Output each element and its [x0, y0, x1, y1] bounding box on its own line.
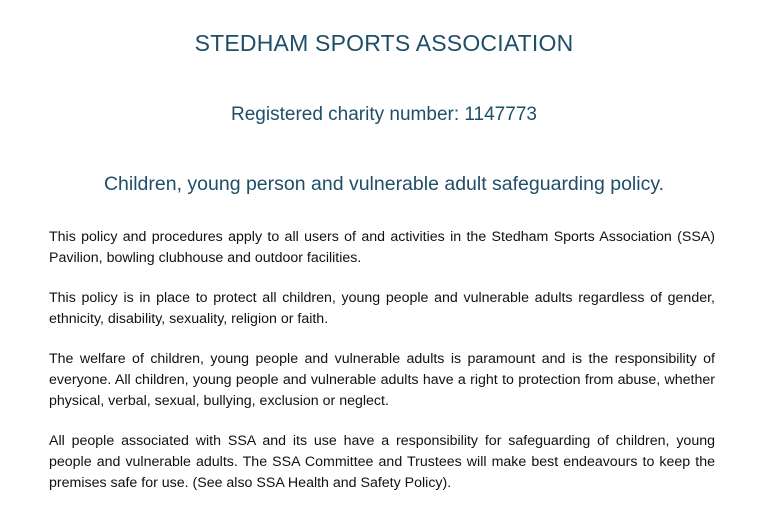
- policy-paragraph-welfare: The welfare of children, young people and vulnerable adults is paramount and is the responsibility of everyone. All children, young people and vulnerable adults have a right to protection from abuse, whether physical, verbal, sexual, bullying, exclusion or neglect.: [49, 351, 715, 409]
- policy-paragraph-responsibility: All people associated with SSA and its use have a responsibility for safeguarding of children, young people and vulnerable adults. The SSA Committee and Trustees will make best endeavours to keep the premises safe for use. (See also SSA Health and Safety Policy).: [49, 433, 715, 491]
- policy-paragraph-purpose: This policy is in place to protect all children, young people and vulnerable adults regardless of gender, ethnicity, disability, sexuality, religion or faith.: [49, 290, 715, 327]
- policy-paragraph-scope: This policy and procedures apply to all users of and activities in the Stedham Sports Association (SSA) Pavilion, bowling clubhouse and outdoor facilities.: [49, 229, 715, 266]
- document-title: STEDHAM SPORTS ASSOCIATION: [194, 30, 574, 56]
- policy-body: [49, 227, 715, 512]
- charity-number: Registered charity number: 1147773: [231, 104, 537, 125]
- policy-title: Children, young person and vulnerable adult safeguarding policy.: [103, 173, 665, 195]
